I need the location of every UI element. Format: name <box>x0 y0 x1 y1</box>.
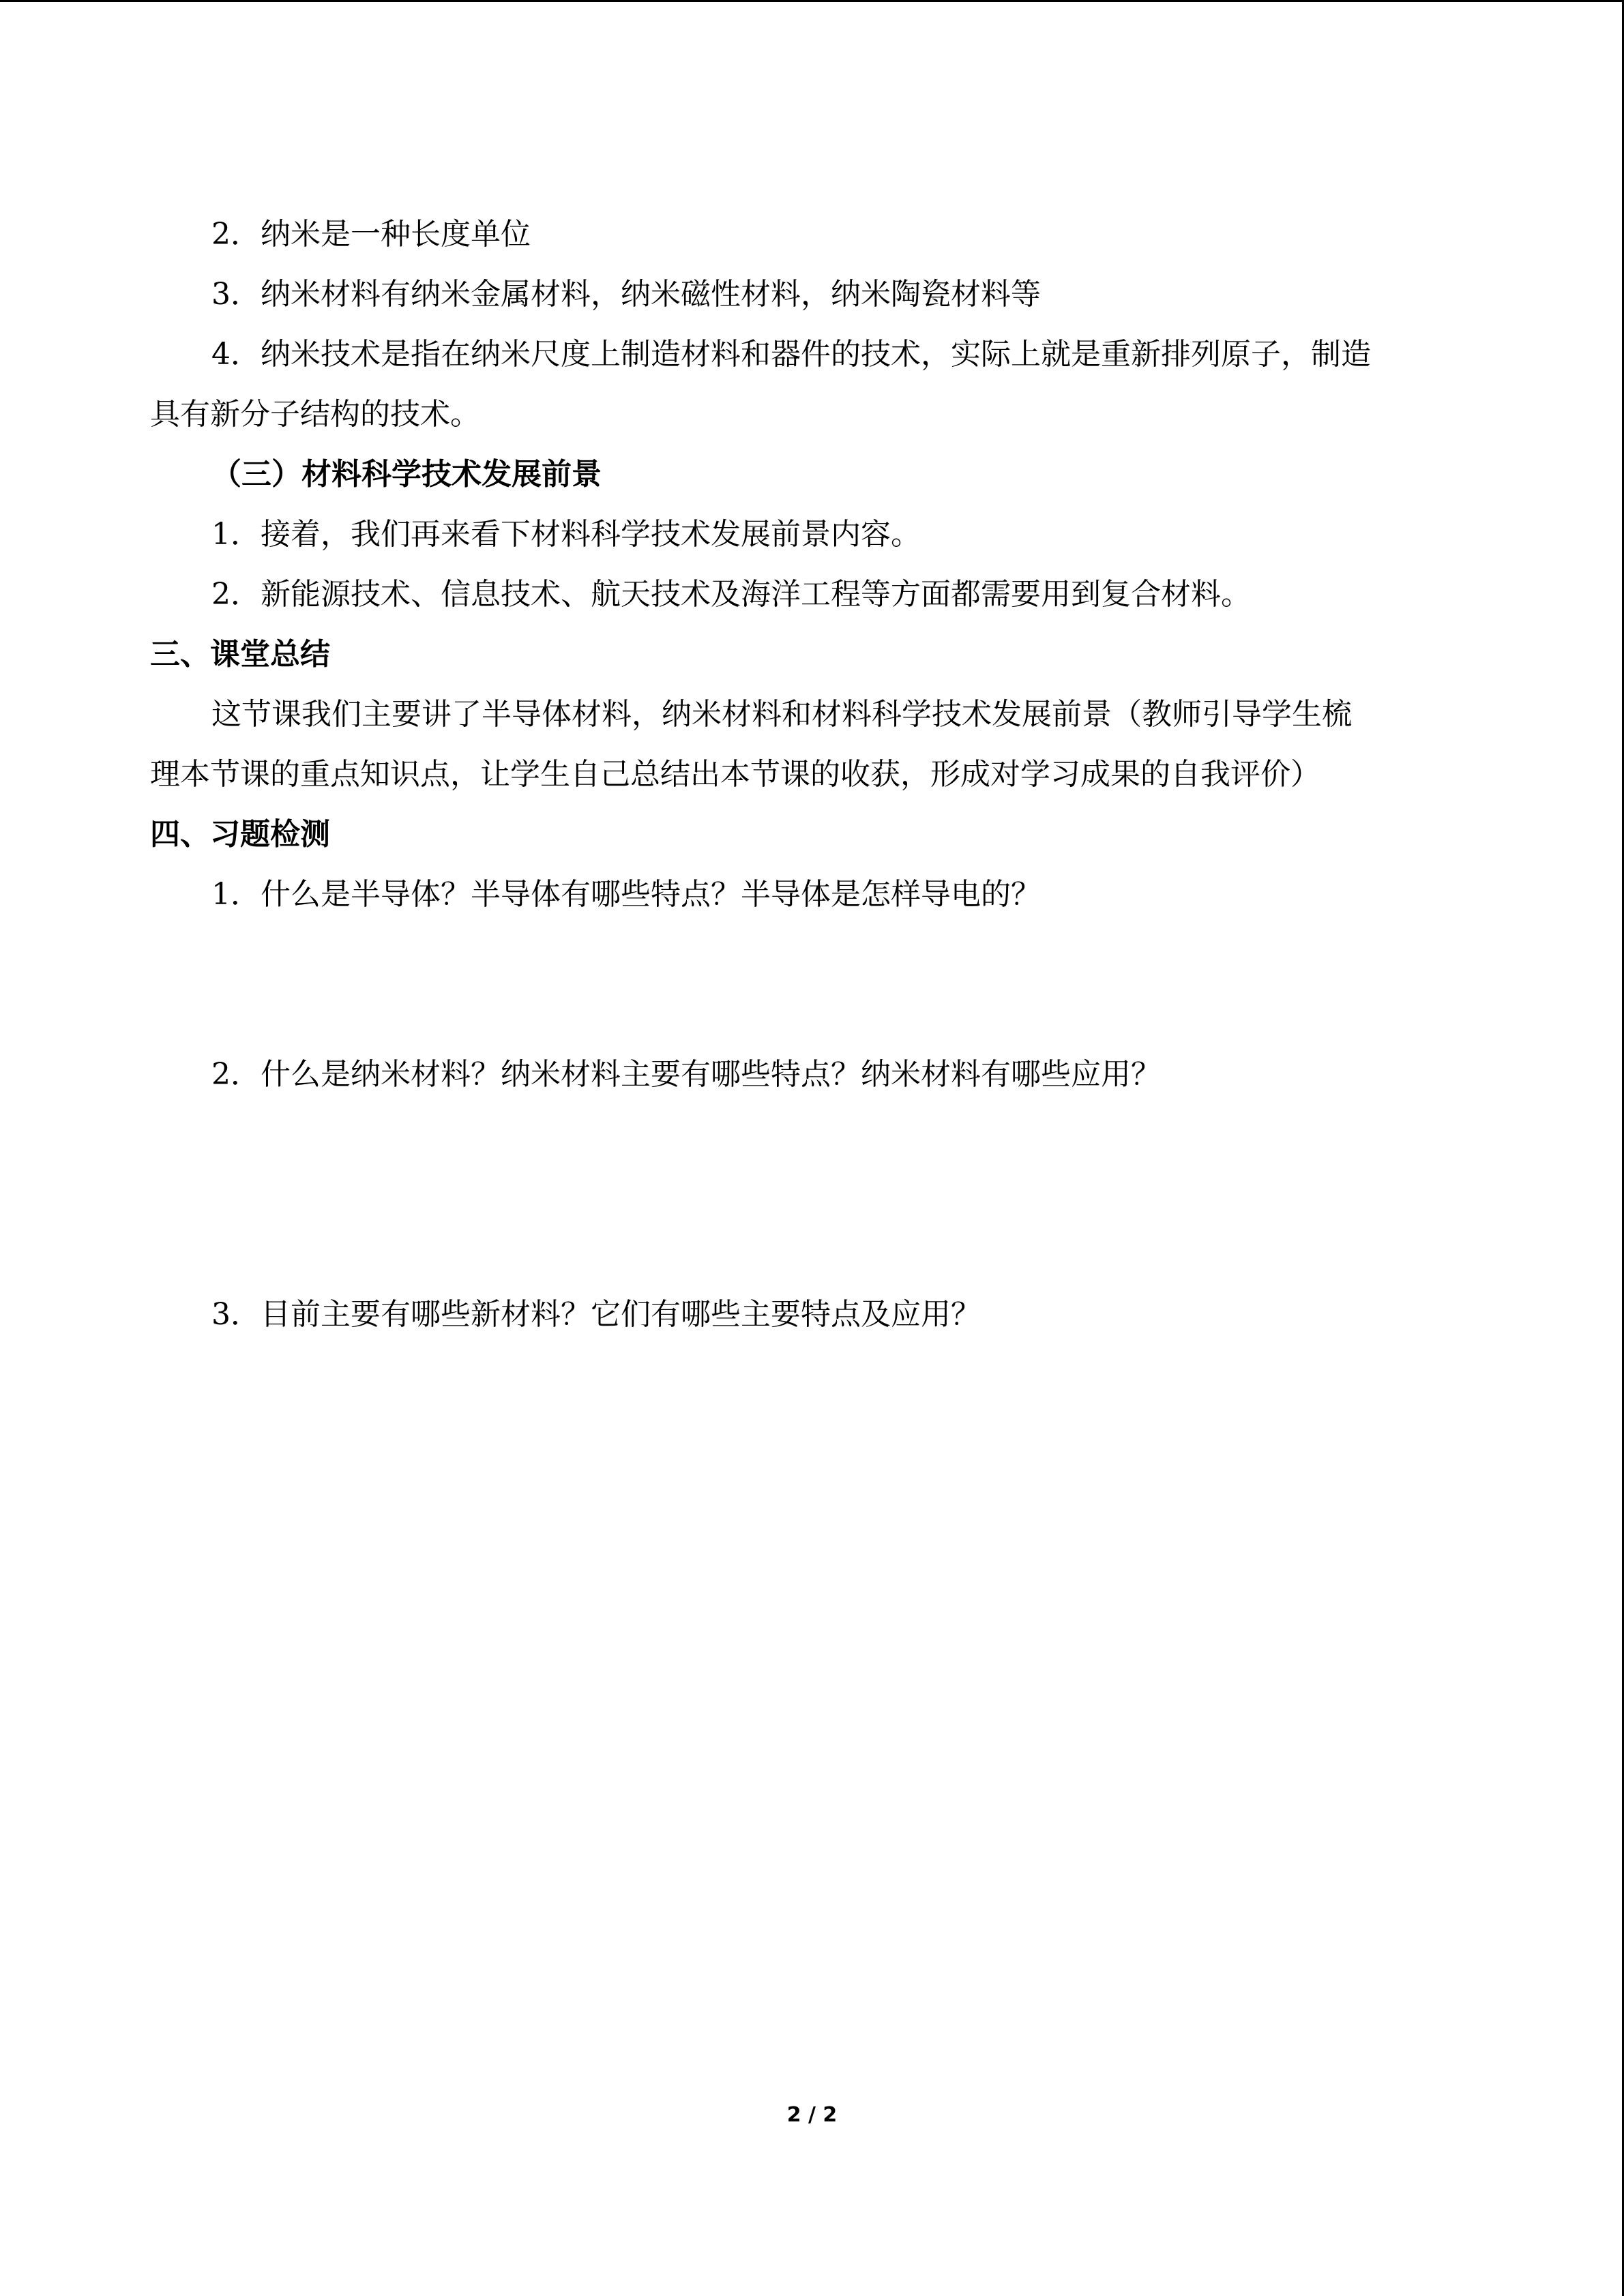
question-1: 1．什么是半导体？半导体有哪些特点？半导体是怎样导电的？ <box>211 877 1041 912</box>
nano-item-4-line1: 4．纳米技术是指在纳米尺度上制造材料和器件的技术，实际上就是重新排列原子，制造 <box>211 337 1371 372</box>
page-border-top <box>0 0 1624 2</box>
question-3: 3．目前主要有哪些新材料？它们有哪些主要特点及应用？ <box>211 1297 981 1332</box>
nano-item-3: 3．纳米材料有纳米金属材料，纳米磁性材料，纳米陶瓷材料等 <box>211 277 1041 312</box>
nano-item-2: 2．纳米是一种长度单位 <box>211 217 531 252</box>
exercise-heading: 四、习题检测 <box>150 817 330 852</box>
question-2: 2．什么是纳米材料？纳米材料主要有哪些特点？纳米材料有哪些应用？ <box>211 1057 1161 1092</box>
page-number: 2 / 2 <box>786 2103 838 2127</box>
summary-heading: 三、课堂总结 <box>150 637 330 672</box>
section-3-title: （三）材料科学技术发展前景 <box>211 457 602 492</box>
summary-line-1: 这节课我们主要讲了半导体材料，纳米材料和材料科学技术发展前景（教师引导学生梳 <box>211 697 1352 732</box>
nano-item-4-line2: 具有新分子结构的技术。 <box>150 397 480 432</box>
prospect-item-2: 2．新能源技术、信息技术、航天技术及海洋工程等方面都需要用到复合材料。 <box>211 577 1251 612</box>
summary-line-2: 理本节课的重点知识点，让学生自己总结出本节课的收获，形成对学习成果的自我评价） <box>150 757 1320 792</box>
prospect-item-1: 1．接着，我们再来看下材料科学技术发展前景内容。 <box>211 517 921 552</box>
